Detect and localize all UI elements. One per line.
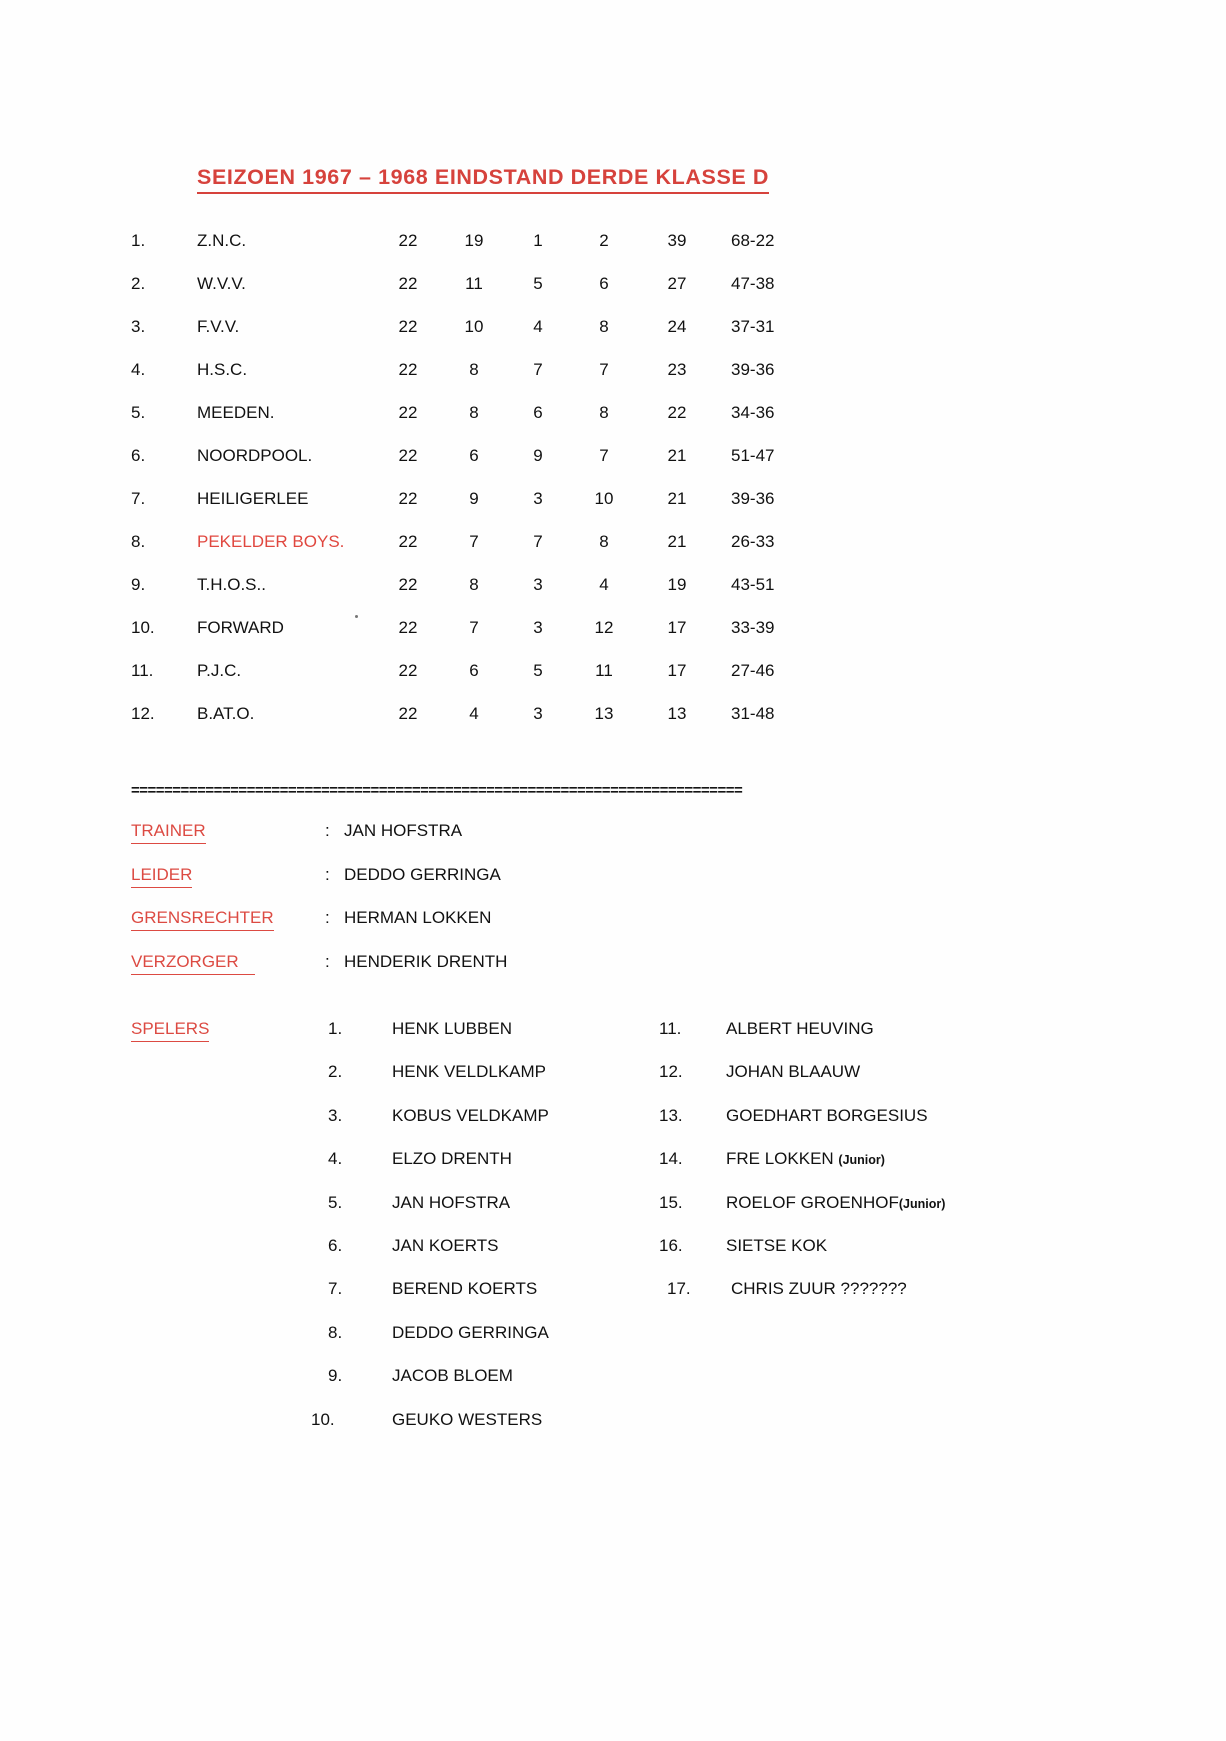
row-goals: 51-47 xyxy=(731,446,775,465)
row-played: 22 xyxy=(398,403,418,422)
player-name: JAN HOFSTRA xyxy=(392,1192,511,1212)
table-row xyxy=(0,486,1226,529)
list-item xyxy=(0,1104,1226,1147)
row-played: 22 xyxy=(398,360,418,379)
player-name: BEREND KOERTS xyxy=(392,1279,538,1299)
player-number: 7. xyxy=(328,1279,343,1299)
row-lost: 8 xyxy=(599,317,609,336)
row-goals: 47-38 xyxy=(731,274,775,293)
table-row-highlighted xyxy=(0,529,1226,572)
row-goals: 26-33 xyxy=(731,532,775,551)
staff-row xyxy=(0,864,1226,908)
player-name xyxy=(726,1147,885,1172)
list-item xyxy=(0,1147,1226,1190)
row-won: 8 xyxy=(469,403,479,422)
row-lost: 13 xyxy=(594,704,614,723)
row-played: 22 xyxy=(398,575,418,594)
row-drawn: 5 xyxy=(533,274,543,293)
list-item xyxy=(0,1277,1226,1320)
staff-row xyxy=(0,951,1226,995)
row-lost: 6 xyxy=(599,274,609,293)
row-points: 39 xyxy=(667,231,687,250)
row-drawn: 5 xyxy=(533,661,543,680)
row-drawn: 1 xyxy=(533,231,543,250)
player-name: DEDDO GERRINGA xyxy=(392,1322,549,1342)
row-points: 27 xyxy=(667,274,687,293)
row-points: 19 xyxy=(667,575,687,594)
row-team: MEEDEN. xyxy=(197,403,275,422)
row-lost: 11 xyxy=(595,661,613,680)
player-number: 3. xyxy=(328,1105,343,1125)
row-team: T.H.O.S.. xyxy=(197,575,266,594)
row-played: 22 xyxy=(398,317,418,336)
player-name: JAN KOERTS xyxy=(392,1235,499,1255)
player-name: CHRIS ZUUR ??????? xyxy=(731,1279,907,1299)
row-lost: 7 xyxy=(599,446,609,465)
players-roster xyxy=(0,1017,1226,1451)
player-name: JOHAN BLAAUW xyxy=(726,1062,861,1082)
row-goals: 39-36 xyxy=(731,360,775,379)
page-title: SEIZOEN 1967 – 1968 EINDSTAND DERDE KLASSE D xyxy=(197,166,769,194)
player-name-text: FRE LOKKEN xyxy=(726,1149,839,1169)
row-team: NOORDPOOL. xyxy=(197,446,313,465)
staff-colon: : xyxy=(325,908,330,927)
row-position: 5. xyxy=(131,403,146,422)
row-goals: 39-36 xyxy=(731,489,775,508)
player-name: GEUKO WESTERS xyxy=(392,1409,543,1429)
staff-value-leider: DEDDO GERRINGA xyxy=(344,864,501,884)
player-number: 2. xyxy=(328,1062,343,1082)
player-number: 6. xyxy=(328,1235,343,1255)
staff-row xyxy=(0,820,1226,864)
row-played: 22 xyxy=(398,446,418,465)
player-number: 5. xyxy=(328,1192,343,1212)
row-team: F.V.V. xyxy=(197,317,240,336)
player-name: ELZO DRENTH xyxy=(392,1149,512,1169)
table-row xyxy=(0,701,1226,744)
list-item xyxy=(0,1234,1226,1277)
row-drawn: 3 xyxy=(533,489,543,508)
row-drawn: 3 xyxy=(533,618,543,637)
row-drawn: 3 xyxy=(533,575,543,594)
row-drawn: 7 xyxy=(533,532,543,551)
staff-value-grensrechter: HERMAN LOKKEN xyxy=(344,908,492,927)
row-lost: 2 xyxy=(599,231,609,250)
row-played: 22 xyxy=(398,532,418,551)
row-won: 7 xyxy=(469,618,479,637)
row-lost: 8 xyxy=(599,403,609,422)
section-divider: ========================================================================== xyxy=(131,782,743,799)
row-goals: 43-51 xyxy=(731,575,775,594)
player-name: ALBERT HEUVING xyxy=(726,1019,874,1038)
table-row xyxy=(0,357,1226,400)
player-number: 11. xyxy=(659,1019,682,1038)
row-points: 17 xyxy=(667,661,687,680)
row-goals: 34-36 xyxy=(731,403,775,422)
row-played: 22 xyxy=(398,661,418,680)
staff-value-trainer: JAN HOFSTRA xyxy=(344,821,463,840)
row-goals: 31-48 xyxy=(731,704,775,723)
row-team: PEKELDER BOYS. xyxy=(197,532,345,551)
row-lost: 4 xyxy=(599,575,609,594)
table-row xyxy=(0,572,1226,615)
row-drawn: 9 xyxy=(533,446,543,465)
row-points: 21 xyxy=(667,489,687,508)
row-points: 17 xyxy=(667,618,687,637)
table-row xyxy=(0,271,1226,314)
row-lost: 12 xyxy=(594,618,614,637)
list-item xyxy=(0,1321,1226,1364)
player-number: 12. xyxy=(659,1062,683,1082)
table-row xyxy=(0,615,1226,658)
row-won: 6 xyxy=(469,446,479,465)
player-number: 14. xyxy=(659,1149,683,1169)
row-team: HEILIGERLEE xyxy=(197,489,309,508)
player-number: 4. xyxy=(328,1149,343,1169)
row-position: 9. xyxy=(131,575,146,594)
players-section-label: SPELERS xyxy=(131,1018,209,1042)
row-won: 7 xyxy=(469,532,479,551)
player-name: HENK LUBBEN xyxy=(392,1019,512,1038)
row-played: 22 xyxy=(398,618,418,637)
row-lost: 10 xyxy=(594,489,614,508)
staff-label-trainer: TRAINER xyxy=(131,820,206,844)
player-name: GOEDHART BORGESIUS xyxy=(726,1105,928,1125)
row-played: 22 xyxy=(398,489,418,508)
row-goals: 27-46 xyxy=(731,661,775,680)
list-item xyxy=(0,1364,1226,1407)
row-played: 22 xyxy=(398,231,418,250)
row-won: 10 xyxy=(464,317,484,336)
row-points: 24 xyxy=(667,317,687,336)
player-name: KOBUS VELDKAMP xyxy=(392,1105,549,1125)
row-position: 12. xyxy=(131,704,155,723)
table-row xyxy=(0,228,1226,271)
player-name-text: ROELOF GROENHOF xyxy=(726,1192,899,1212)
list-item xyxy=(0,1191,1226,1234)
staff-colon: : xyxy=(325,821,330,840)
row-won: 8 xyxy=(469,360,479,379)
list-item xyxy=(0,1408,1226,1451)
row-goals: 33-39 xyxy=(731,618,775,637)
player-name xyxy=(726,1191,945,1216)
player-number: 10. xyxy=(311,1409,335,1429)
row-position: 1. xyxy=(131,231,146,250)
staff-label-leider: LEIDER xyxy=(131,864,192,888)
row-position: 7. xyxy=(131,489,146,508)
row-position: 11. xyxy=(131,661,154,680)
staff-row xyxy=(0,907,1226,951)
row-points: 22 xyxy=(667,403,687,422)
player-number: 16. xyxy=(659,1235,683,1255)
row-won: 9 xyxy=(469,489,479,508)
scan-artifact-dot xyxy=(355,615,358,618)
row-points: 23 xyxy=(667,360,687,379)
row-won: 4 xyxy=(469,704,479,723)
junior-tag: (Junior) xyxy=(838,1153,885,1168)
row-team: FORWARD xyxy=(197,618,284,637)
row-position: 10. xyxy=(131,618,155,637)
player-name: HENK VELDLKAMP xyxy=(392,1062,546,1082)
player-number: 1. xyxy=(328,1019,343,1038)
row-position: 3. xyxy=(131,317,146,336)
row-played: 22 xyxy=(398,704,418,723)
player-number: 15. xyxy=(659,1192,683,1212)
row-team: B.AT.O. xyxy=(197,704,255,723)
row-position: 8. xyxy=(131,532,146,551)
table-row xyxy=(0,400,1226,443)
list-item xyxy=(0,1060,1226,1103)
row-team: W.V.V. xyxy=(197,274,246,293)
row-position: 6. xyxy=(131,446,146,465)
row-points: 21 xyxy=(667,532,687,551)
player-number: 9. xyxy=(328,1366,343,1386)
row-drawn: 7 xyxy=(533,360,543,379)
staff-label-grensrechter: GRENSRECHTER xyxy=(131,907,274,931)
row-won: 11 xyxy=(465,274,483,293)
staff-label-verzorger: VERZORGER xyxy=(131,951,255,975)
row-played: 22 xyxy=(398,274,418,293)
row-won: 19 xyxy=(464,231,484,250)
staff-colon: : xyxy=(325,951,330,971)
junior-tag: (Junior) xyxy=(898,1196,946,1211)
row-goals: 37-31 xyxy=(731,317,775,336)
row-won: 8 xyxy=(469,575,479,594)
row-goals: 68-22 xyxy=(731,231,775,250)
row-position: 4. xyxy=(131,360,146,379)
row-won: 6 xyxy=(469,661,479,680)
standings-table xyxy=(0,228,1226,744)
list-item xyxy=(0,1017,1226,1060)
player-number: 17. xyxy=(667,1279,691,1299)
staff-list xyxy=(0,820,1226,994)
row-team: H.S.C. xyxy=(197,360,248,379)
row-team: Z.N.C. xyxy=(197,231,247,250)
table-row xyxy=(0,658,1226,701)
row-points: 21 xyxy=(667,446,687,465)
row-drawn: 6 xyxy=(533,403,543,422)
table-row xyxy=(0,443,1226,486)
player-name: JACOB BLOEM xyxy=(392,1366,513,1386)
row-lost: 7 xyxy=(599,360,609,379)
player-number: 13. xyxy=(659,1105,683,1125)
player-number: 8. xyxy=(328,1322,343,1342)
staff-colon: : xyxy=(325,864,330,884)
table-row xyxy=(0,314,1226,357)
row-position: 2. xyxy=(131,274,146,293)
staff-value-verzorger: HENDERIK DRENTH xyxy=(344,951,508,971)
row-team: P.J.C. xyxy=(197,661,242,680)
row-lost: 8 xyxy=(599,532,609,551)
row-points: 13 xyxy=(667,704,687,723)
row-drawn: 3 xyxy=(533,704,543,723)
row-drawn: 4 xyxy=(533,317,543,336)
player-name: SIETSE KOK xyxy=(726,1235,828,1255)
